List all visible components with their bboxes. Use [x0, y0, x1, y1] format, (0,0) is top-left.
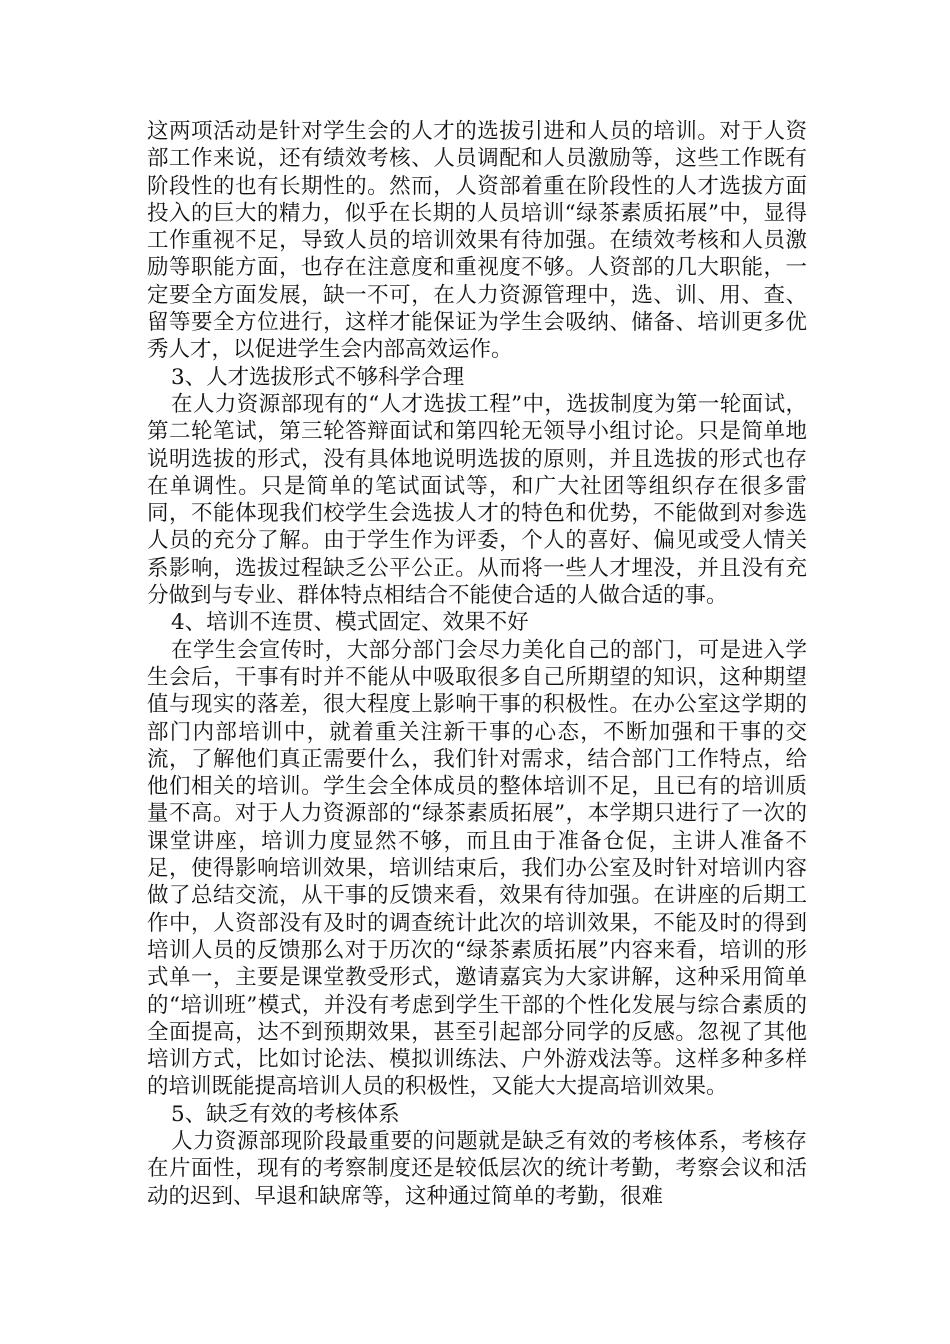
- paragraph-section-4: 在学生会宣传时，大部分部门会尽力美化自己的部门，可是进入学生会后，干事有时并不能从中吸取很多自己所期望的知识，这种期望值与现实的落差，很大程度上影响干事的积极性。在办公室这学期的部门内部培训中，就着重关注新干事的心态，不断加强和干事的交流，了解他们真正需要什么，我们针对需求，结合部门工作特点，给他们相关的培训。学生会全体成员的整体培训不足，且已有的培训质量不高。对于人力资源部的“绿茶素质拓展”，本学期只进行了一次的课堂讲座，培训力度显然不够，而且由于准备仓促，主讲人准备不足，使得影响培训效果，培训结束后，我们办公室及时针对培训内容做了总结交流，从干事的反馈来看，效果有待加强。在讲座的后期工作中，人资部没有及时的调查统计此次的培训效果，不能及时的得到培训人员的反馈那么对于历次的“绿茶素质拓展”内容来看，培训的形式单一，主要是课堂教受形式，邀请嘉宾为大家讲解，这种采用简单的“培训班”模式，并没有考虑到学生干部的个性化发展与综合素质的全面提高，达不到预期效果，甚至引起部分同学的反感。忽视了其他培训方式，比如讨论法、模拟训练法、户外游戏法等。这样多种多样的培训既能提高培训人员的积极性，又能大大提高培训效果。: [147, 637, 807, 1100]
- section-heading-3: 3、人才选拔形式不够科学合理: [171, 364, 465, 390]
- paragraph-section-3: 在人力资源部现有的“人才选拔工程”中，选拔制度为第一轮面试，第二轮笔试，第三轮答辩面试和第四轮无领导小组讨论。只是简单地说明选拔的形式，没有具体地说明选拔的原则，并且选拔的形式也存在单调性。只是简单的笔试面试等，和广大社团等组织存在很多雷同，不能体现我们校学生会选拔人才的特色和优势，不能做到对参选人员的充分了解。由于学生作为评委，个人的喜好、偏见或受人情关系影响，选拔过程缺乏公平公正。从而将一些人才埋没，并且没有充分做到与专业、群体特点相结合不能使合适的人做合适的事。: [147, 391, 807, 609]
- paragraph-section-5: 人力资源部现阶段最重要的问题就是缺乏有效的考核体系，考核存在片面性，现有的考察制度还是较低层次的统计考勤，考察会议和活动的迟到、早退和缺席等，这种通过简单的考勤，很难: [147, 1128, 807, 1209]
- section-heading-5: 5、缺乏有效的考核体系: [171, 1101, 400, 1127]
- section-heading-4: 4、培训不连贯、模式固定、效果不好: [171, 610, 529, 636]
- paragraph-continuation: 这两项活动是针对学生会的人才的选拔引进和人员的培训。对于人资部工作来说，还有绩效考核、人员调配和人员激励等，这些工作既有阶段性的也有长期性的。然而，人资部着重在阶段性的人才选拔方面投入的巨大的精力，似乎在长期的人员培训“绿茶素质拓展”中，显得工作重视不足，导致人员的培训效果有待加强。在绩效考核和人员激励等职能方面，也存在注意度和重视度不够。人资部的几大职能，一定要全方面发展，缺一不可，在人力资源管理中，选、训、用、查、留等要全方位进行，这样才能保证为学生会吸纳、储备、培训更多优秀人才，以促进学生会内部高效运作。: [147, 119, 807, 363]
- document-body: [147, 118, 807, 1210]
